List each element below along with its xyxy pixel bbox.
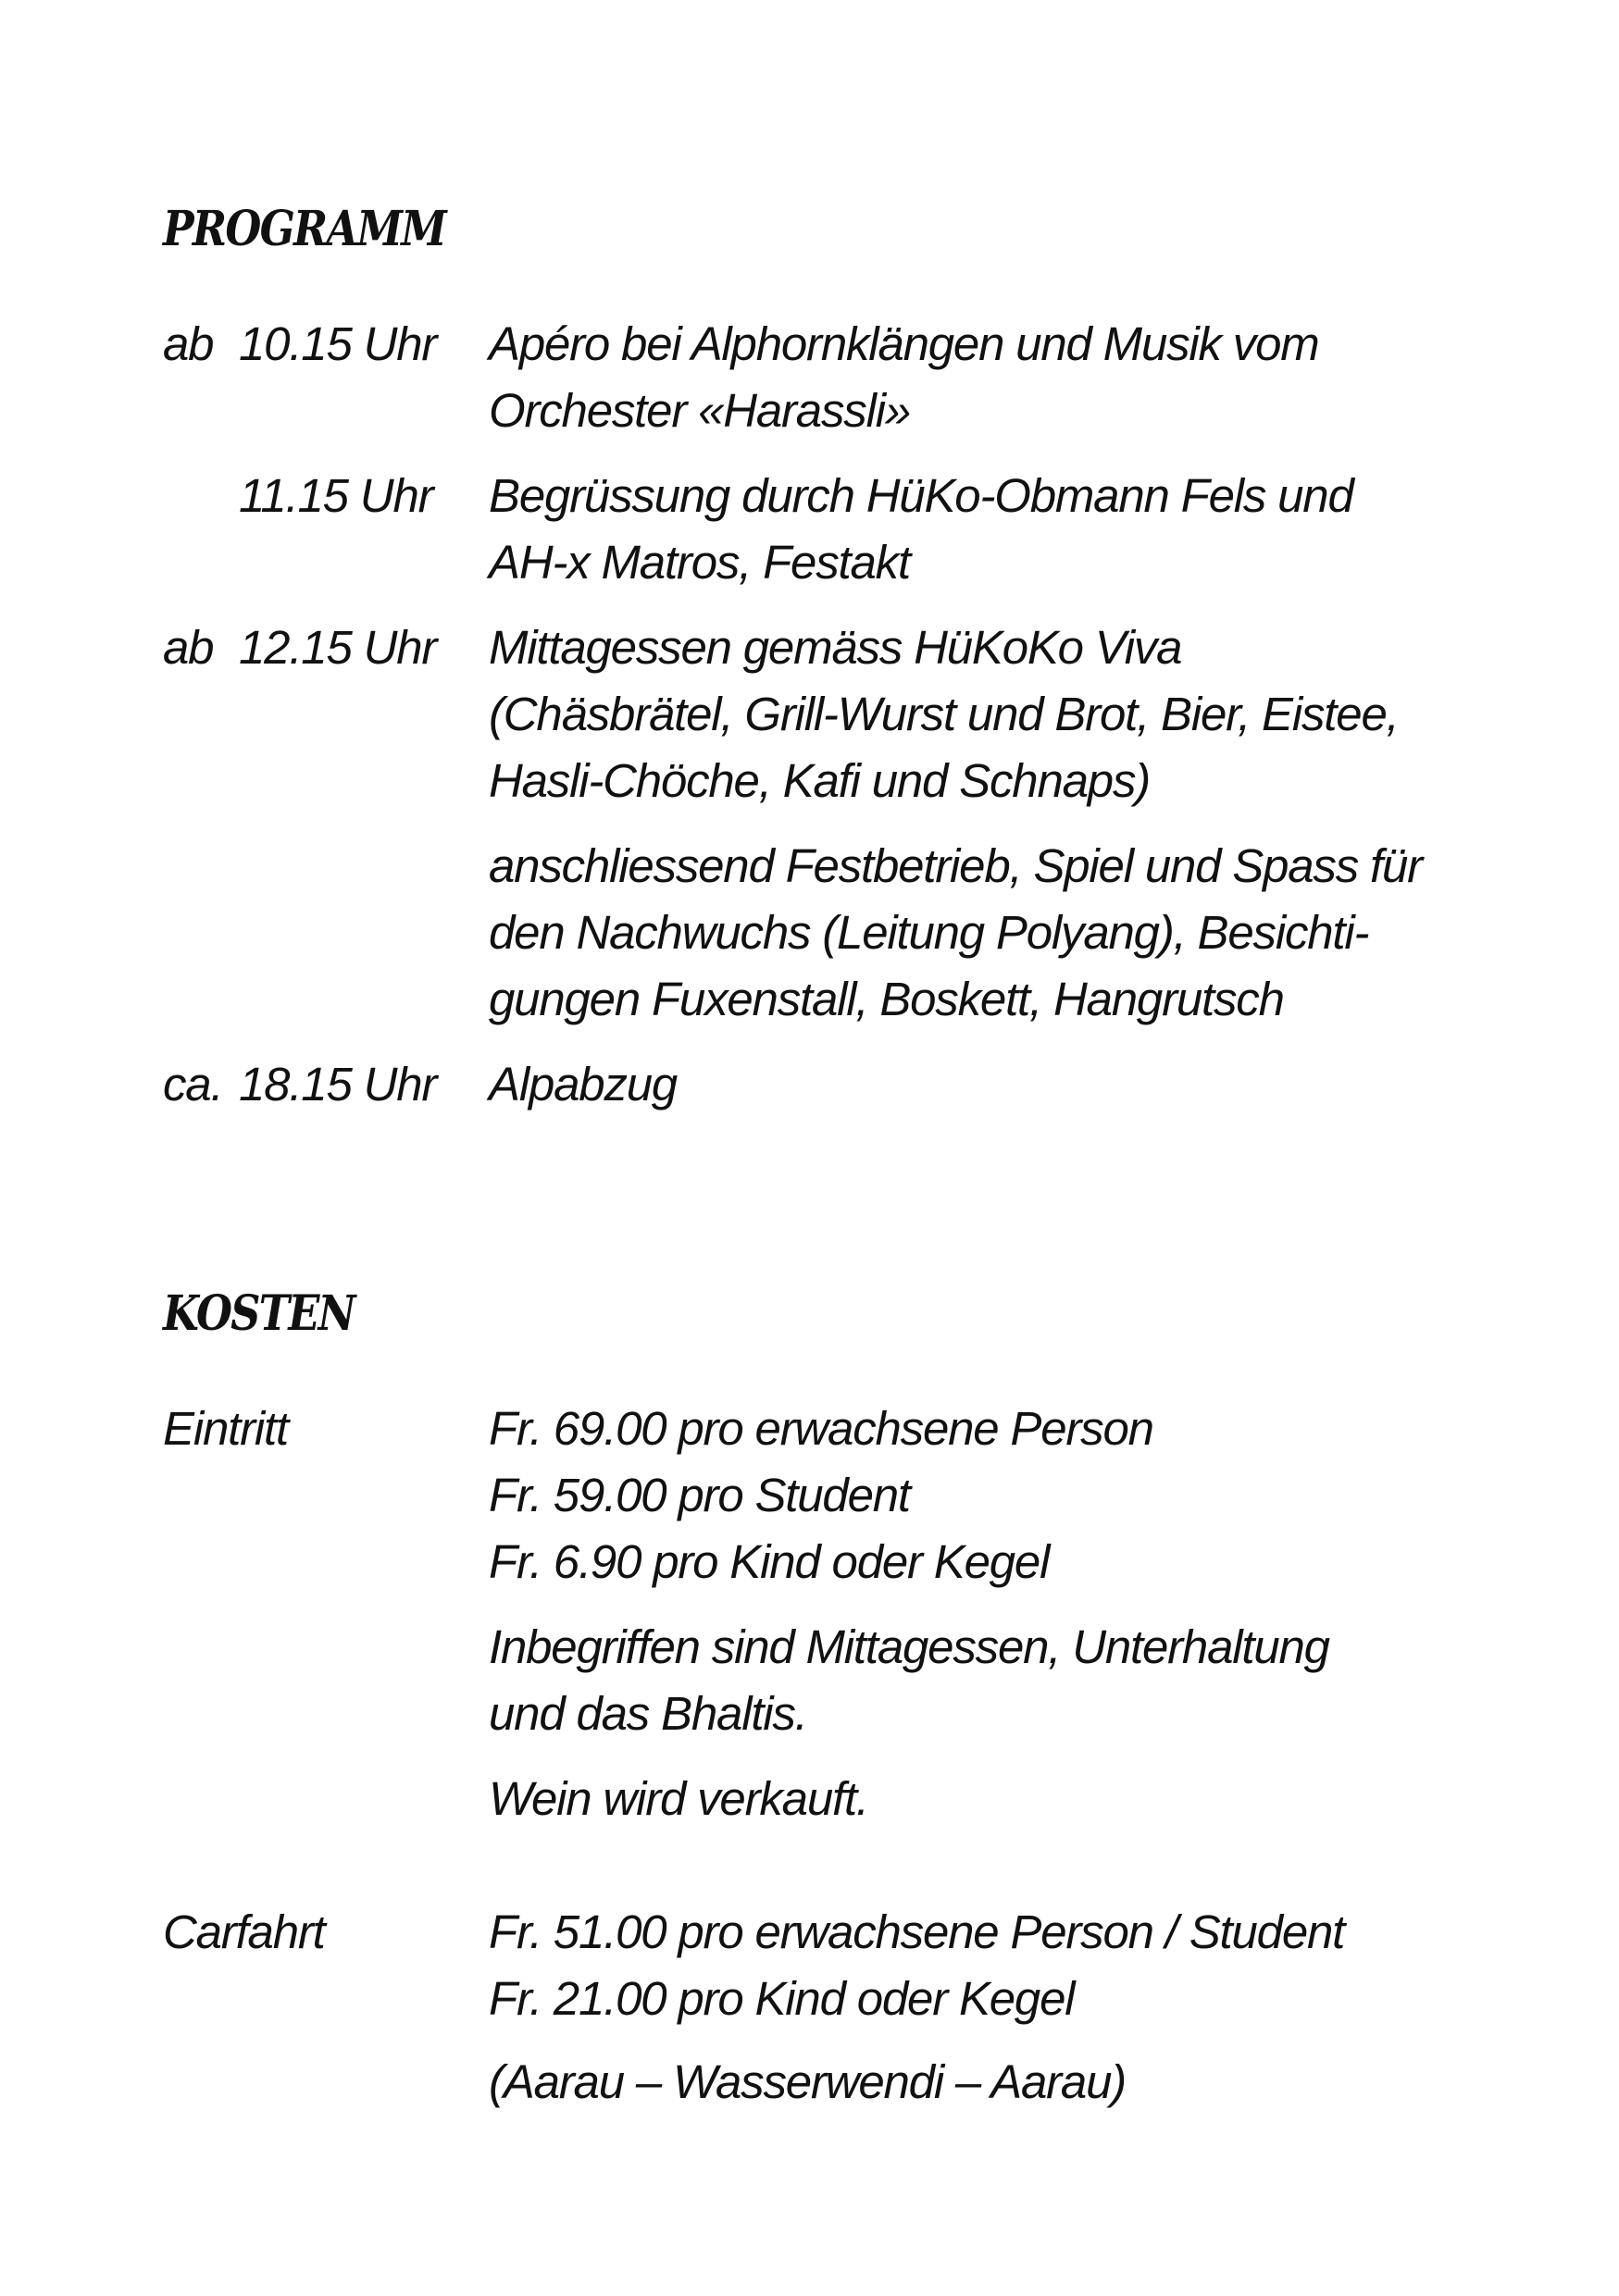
time-value: 10.15 Uhr <box>239 317 437 370</box>
time-value: 12.15 Uhr <box>239 621 437 674</box>
kosten-eintritt-prices: Fr. 69.00 pro erwachsene Person Fr. 59.00 pro Student Fr. 6.90 pro Kind oder Kegel <box>489 1402 1153 1588</box>
programm-item-text: anschliessend Festbetrieb, Spiel und Spass für den Nachwuchs (Leitung Polyang), Besichti- gungen Fuxenstall, Boskett, Hangrutsch <box>489 839 1422 1025</box>
programm-item-time <box>163 1051 436 1118</box>
time-prefix: ab <box>163 621 214 674</box>
programm-item-time <box>163 311 436 378</box>
kosten-eintritt-inclusive: Inbegriffen sind Mittagessen, Unterhaltung und das Bhaltis. <box>489 1620 1329 1740</box>
kosten-eintritt-label: Eintritt <box>163 1402 288 1455</box>
kosten-heading: KOSTEN <box>163 1285 355 1342</box>
kosten-carfahrt-label: Carfahrt <box>163 1905 325 1958</box>
time-value: 18.15 Uhr <box>239 1058 437 1111</box>
kosten-carfahrt-route: (Aarau – Wasserwendi – Aarau) <box>489 2055 1127 2108</box>
kosten-carfahrt-prices: Fr. 51.00 pro erwachsene Person / Student Fr. 21.00 pro Kind oder Kegel <box>489 1905 1345 2025</box>
programm-item-text: Apéro bei Alphornklängen und Musik vom Orchester «Harassli» <box>489 317 1319 437</box>
programm-item-time <box>163 463 432 529</box>
programm-item-time <box>163 614 436 681</box>
programm-heading: PROGRAMM <box>163 201 446 257</box>
time-prefix: ab <box>163 317 214 370</box>
time-value: 11.15 Uhr <box>239 469 433 522</box>
programm-item-text: Mittagessen gemäss HüKoKo Viva (Chäsbrätel, Grill-Wurst und Brot, Bier, Eistee, Hasli-Chöche, Kafi und Schnaps) <box>489 621 1399 807</box>
time-prefix: ca. <box>163 1058 223 1111</box>
programm-item-text: Begrüssung durch HüKo-Obmann Fels und AH-x Matros, Festakt <box>489 469 1353 589</box>
kosten-eintritt-wine: Wein wird verkauft. <box>489 1772 868 1825</box>
programm-item-text: Alpabzug <box>489 1058 678 1111</box>
